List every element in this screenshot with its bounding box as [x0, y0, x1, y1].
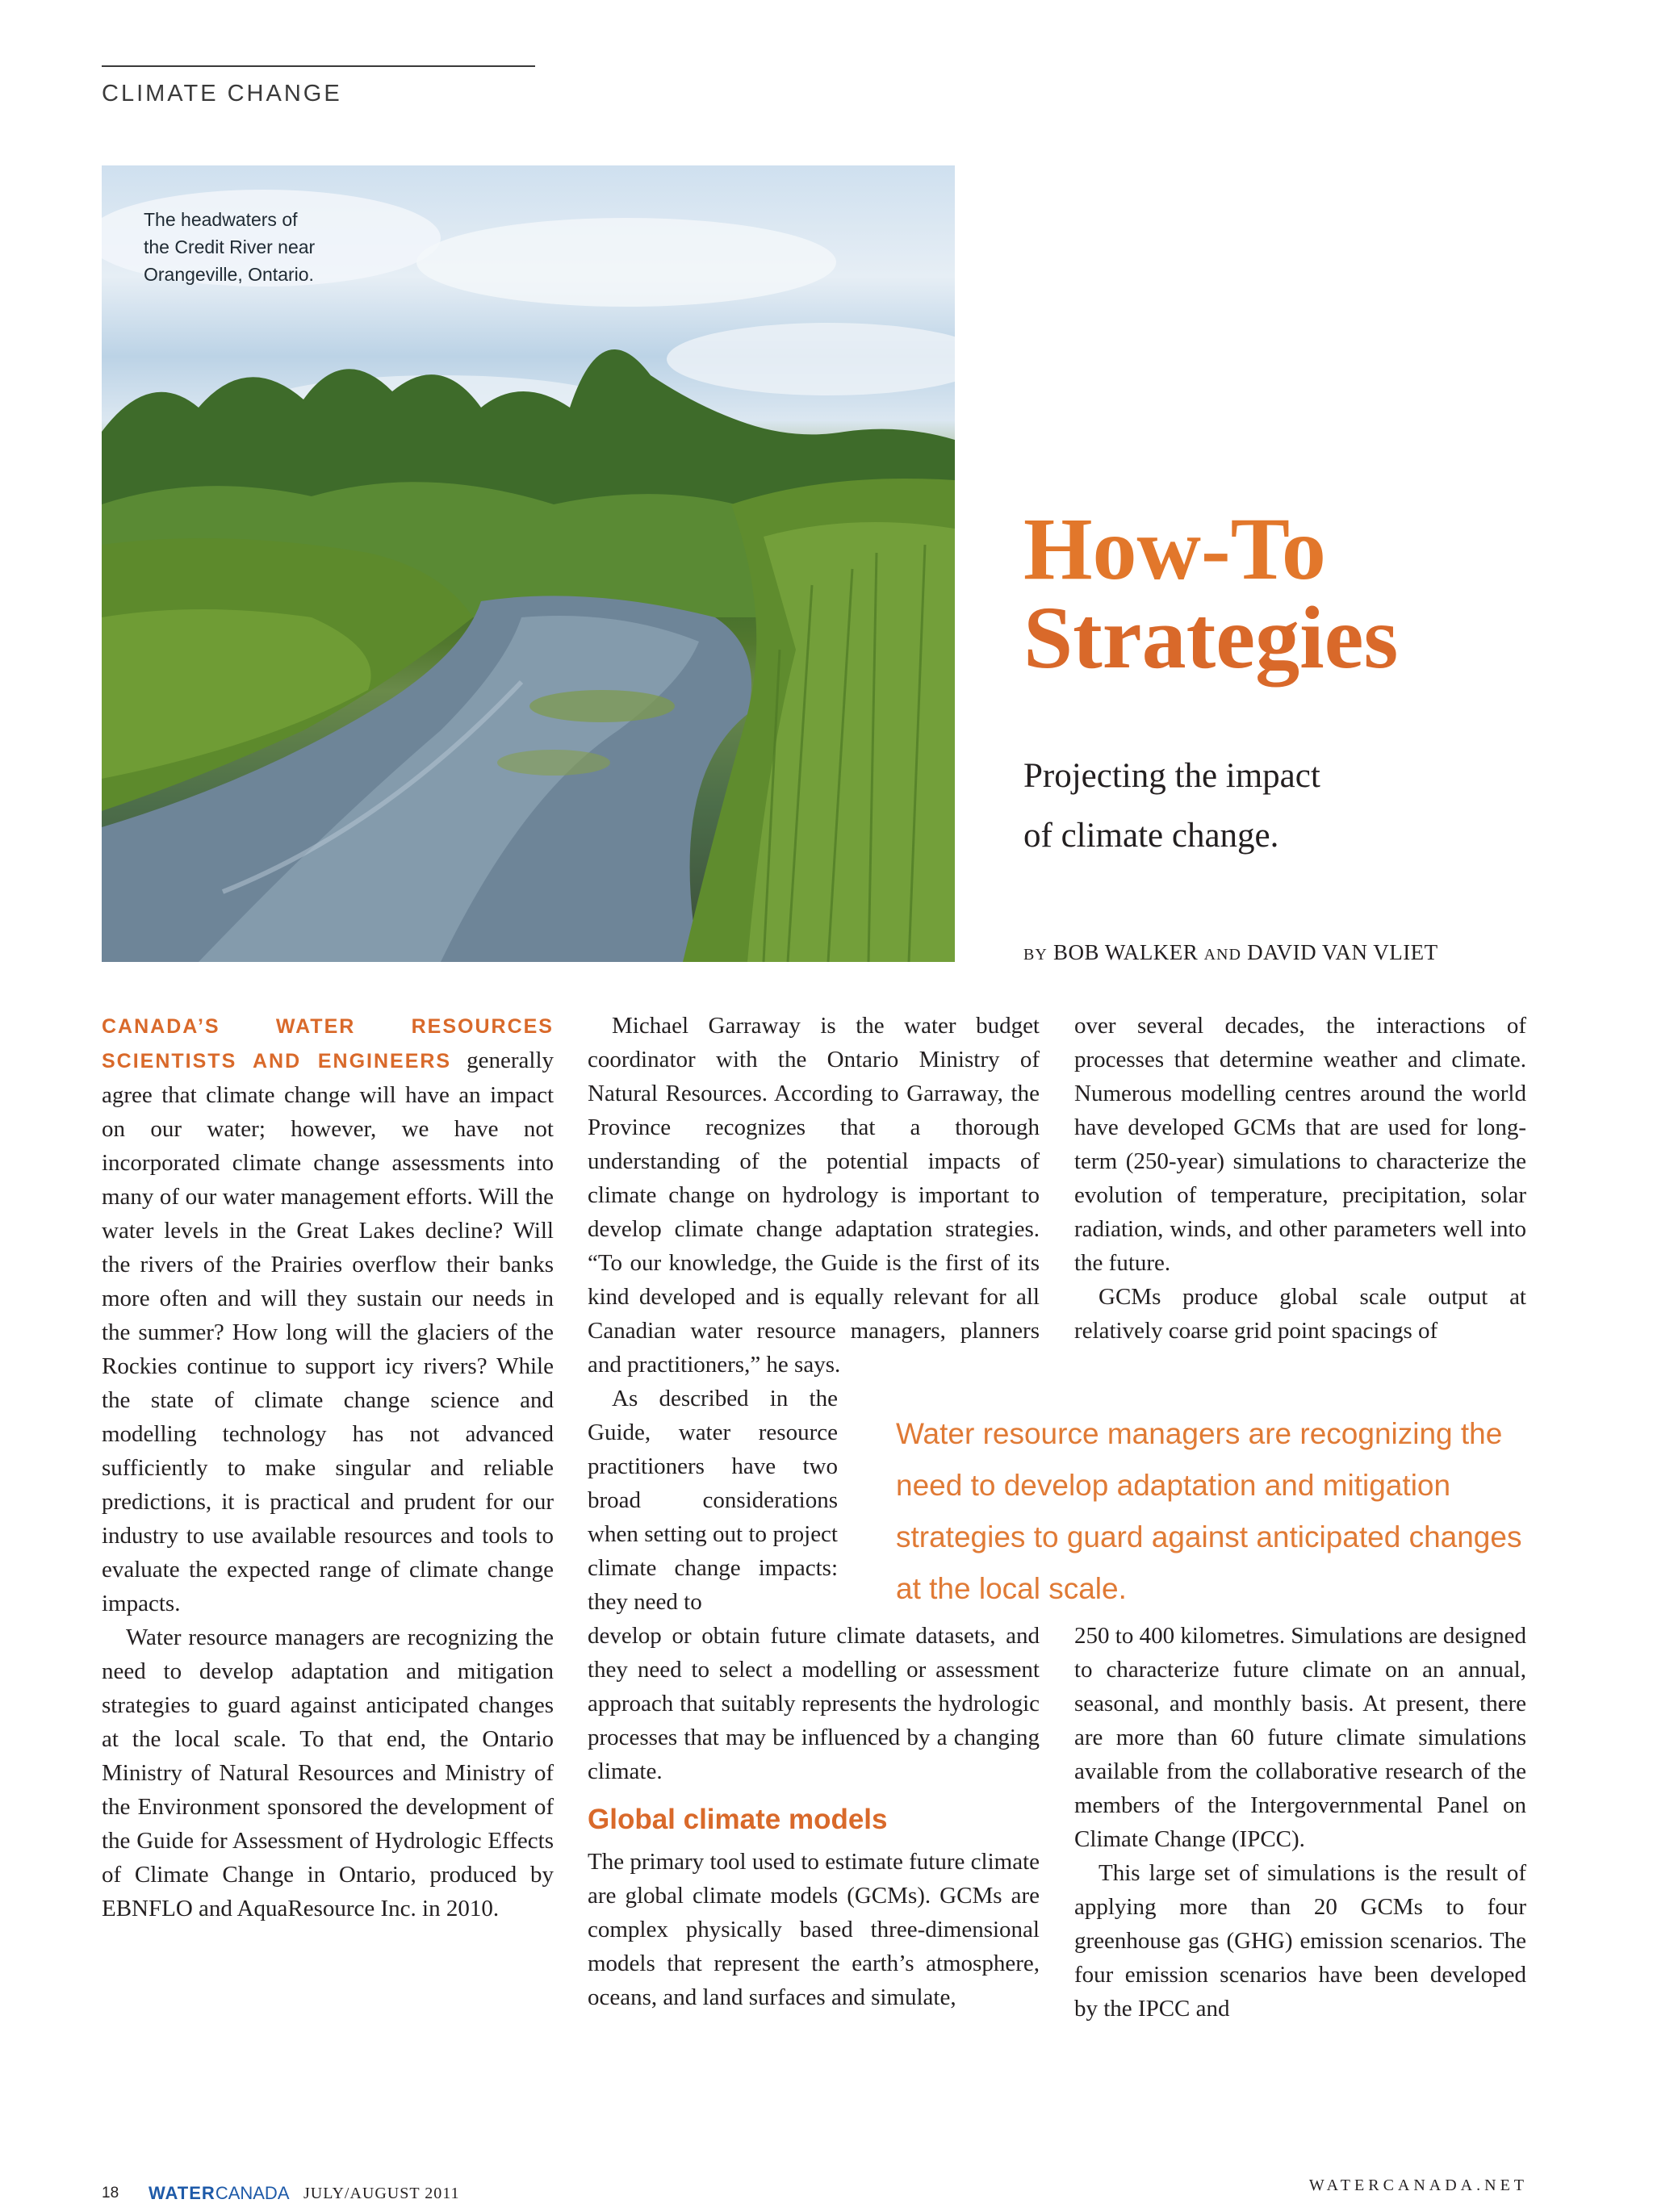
article-subhead [1023, 746, 1475, 866]
paragraph-narrow: As described in the Guide, water resource practitioners have two broad considerations when setting out to project climate change impacts: they need to [588, 1386, 838, 1615]
logo-light: CANADA [215, 2183, 290, 2203]
section-rule [102, 65, 535, 67]
logo-bold: WATER [149, 2183, 216, 2203]
lead-in: CANADA’S WATER RESOURCES SCIENTISTS AND ENGINEERS [102, 1015, 554, 1073]
byline-and: AND [1203, 946, 1241, 964]
byline [1023, 940, 1438, 965]
paragraph [102, 1009, 554, 1620]
paragraph: Water resource managers are recognizing the need to develop adaptation and mitigation strategies to guard against anticipated changes at the local scale. To that end, the Ontario Ministry of Natural Resources and Ministry of the Environment sponsored the development of the Guide for Assessment of Hydrologic Effects of Climate Change in Ontario, produced by EBNFLO and AquaResource Inc. in 2010. [102, 1625, 554, 1921]
section-subhead: Global climate models [588, 1804, 888, 1835]
byline-author: DAVID VAN VLIET [1247, 940, 1438, 964]
paragraph: over several decades, the interactions of processes that determine weather and climate. Numerous modelling centres around the world have developed GCMs that are used for long-term (250-year) simulations to characterize the evolution of temperature, precipitation, solar radiation, winds, and other parameters well into the future. [1074, 1013, 1526, 1276]
paragraph: Michael Garraway is the water budget coordinator with the Ontario Ministry of Natural Resources. According to Garraway, the Province recognizes that a thorough understanding of the potential impacts of climate change on hydrology is important to develop climate change adaptation strategies. “To our knowledge, the Guide is the first of its kind developed and is equally relevant for all Canadian water resource managers, planners and practitioners,” he says. [588, 1013, 1040, 1378]
paragraph-text: generally agree that climate change will have an impact on our water; however, we have not incorporated climate change assessments into many of our water management efforts. Will the water levels in the Great Lakes decline? Will the rivers of the Prairies overflow their banks more often and will they sustain our needs in the summer? How long will the glaciers of the Rockies continue to support icy rivers? While the state of climate change science and modelling technology has not advanced sufficiently to make singular and reliable predictions, it is practical and prudent for our industry to use available resources and tools to evaluate the expected range of climate change impacts. [102, 1047, 554, 1616]
subhead-line: of climate change. [1023, 817, 1279, 855]
paragraph: GCMs produce global scale output at relatively coarse grid point spacings of [1074, 1284, 1526, 1344]
section-label: CLIMATE CHANGE [102, 81, 342, 107]
caption-line: The headwaters of [144, 209, 298, 230]
paragraph: 250 to 400 kilometres. Simulations are designed to characterize future climate on an annual, seasonal, and monthly basis. At present, there are more than 60 future climate simulations available from the collaborative research of the members of the Intergovernmental Panel on Climate Change (IPCC). [1074, 1623, 1526, 1852]
byline-author: BOB WALKER [1053, 940, 1199, 964]
photo-caption [144, 206, 386, 288]
caption-line: the Credit River near [144, 236, 316, 257]
article-headline [1023, 500, 1588, 687]
body-column-1 [102, 1009, 554, 1926]
paragraph: The primary tool used to estimate future climate are global climate models (GCMs). GCMs are complex physically based three-dimensional models that represent the earth’s atmosphere, oceans, and land surfaces and simulate, [588, 1849, 1040, 2010]
river-photo [102, 165, 955, 962]
paragraph: This large set of simulations is the result of applying more than 20 GCMs to four greenhouse gas (GHG) emission scenarios. The four emission scenarios have been developed by the IPCC and [1074, 1860, 1526, 2022]
paragraph: develop or obtain future climate datasets, and they need to select a modelling or assessment approach that suitably represents the hydrologic processes that may be influenced by a changing climate. [588, 1623, 1040, 1784]
subhead-line: Projecting the impact [1023, 757, 1320, 795]
headline-line: Strategies [1023, 588, 1399, 687]
issue-date: JULY/AUGUST 2011 [303, 2185, 460, 2202]
pull-quote: Water resource managers are recognizing the need to develop adaptation and mitigation strategies to guard against anticipated changes at the local scale. [896, 1417, 1522, 1605]
website-url: WATERCANADA.NET [1308, 2176, 1528, 2194]
caption-line: Orangeville, Ontario. [144, 264, 314, 285]
magazine-logo [149, 2183, 290, 2204]
headline-line: How-To [1023, 500, 1326, 598]
page-number: 18 [102, 2185, 119, 2202]
byline-by: BY [1023, 946, 1048, 964]
